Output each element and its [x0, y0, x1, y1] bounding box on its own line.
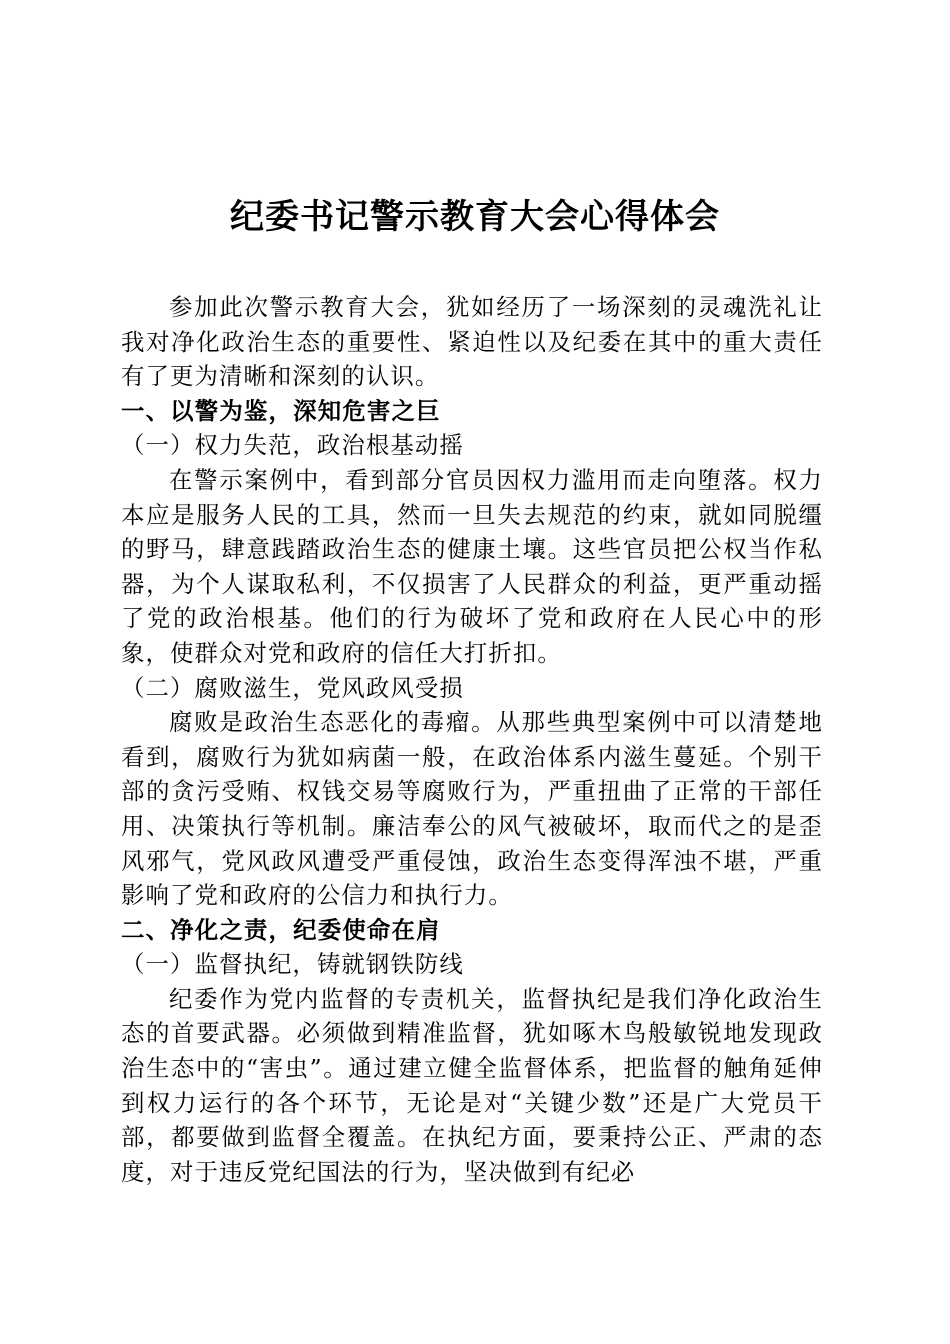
body-paragraph: 在警示案例中，看到部分官员因权力滥用而走向堕落。权力本应是服务人民的工具，然而一旦失去规范的约束，就如同脱缰的野马，肆意践踏政治生态的健康土壤。这些官员把公权当作私器，为个人谋取私利，不仅损害了人民群众的利益，更严重动摇了党的政治根基。他们的行为破坏了党和政府在人民心中的形象，使群众对党和政府的信任大打折扣。: [121, 465, 823, 667]
subsection-heading-1-1: （一）权力失范，政治根基动摇: [121, 431, 464, 460]
subsection-heading-1-2: （二）腐败滋生，党风政风受损: [121, 673, 464, 702]
section-heading-1: 一、以警为鉴，深知危害之巨: [121, 396, 441, 425]
document-title: 纪委书记警示教育大会心得体会: [230, 197, 720, 237]
document-body: [121, 290, 823, 1189]
section-heading-2: 二、净化之责，纪委使命在肩: [121, 915, 441, 944]
body-paragraph: 纪委作为党内监督的专责机关，监督执纪是我们净化政治生态的首要武器。必须做到精准监督，犹如啄木鸟般敏锐地发现政治生态中的“害虫”。通过建立健全监督体系，把监督的触角延伸到权力运行的各个环节，无论是对“关键少数”还是广大党员干部，都要做到监督全覆盖。在执纪方面，要秉持公正、严肃的态度，对于违反党纪国法的行为，坚决做到有纪必: [121, 984, 823, 1186]
intro-paragraph: 参加此次警示教育大会，犹如经历了一场深刻的灵魂洗礼让我对净化政治生态的重要性、紧迫性以及纪委在其中的重大责任有了更为清晰和深刻的认识。: [121, 293, 823, 391]
body-paragraph: 腐败是政治生态恶化的毒瘤。从那些典型案例中可以清楚地看到，腐败行为犹如病菌一般，在政治体系内滋生蔓延。个别干部的贪污受贿、权钱交易等腐败行为，严重扭曲了正常的干部任用、决策执行等机制。廉洁奉公的风气被破坏，取而代之的是歪风邪气，党风政风遭受严重侵蚀，政治生态变得浑浊不堪，严重影响了党和政府的公信力和执行力。: [121, 708, 823, 910]
subsection-heading-2-1: （一）监督执纪，铸就钢铁防线: [121, 950, 464, 979]
